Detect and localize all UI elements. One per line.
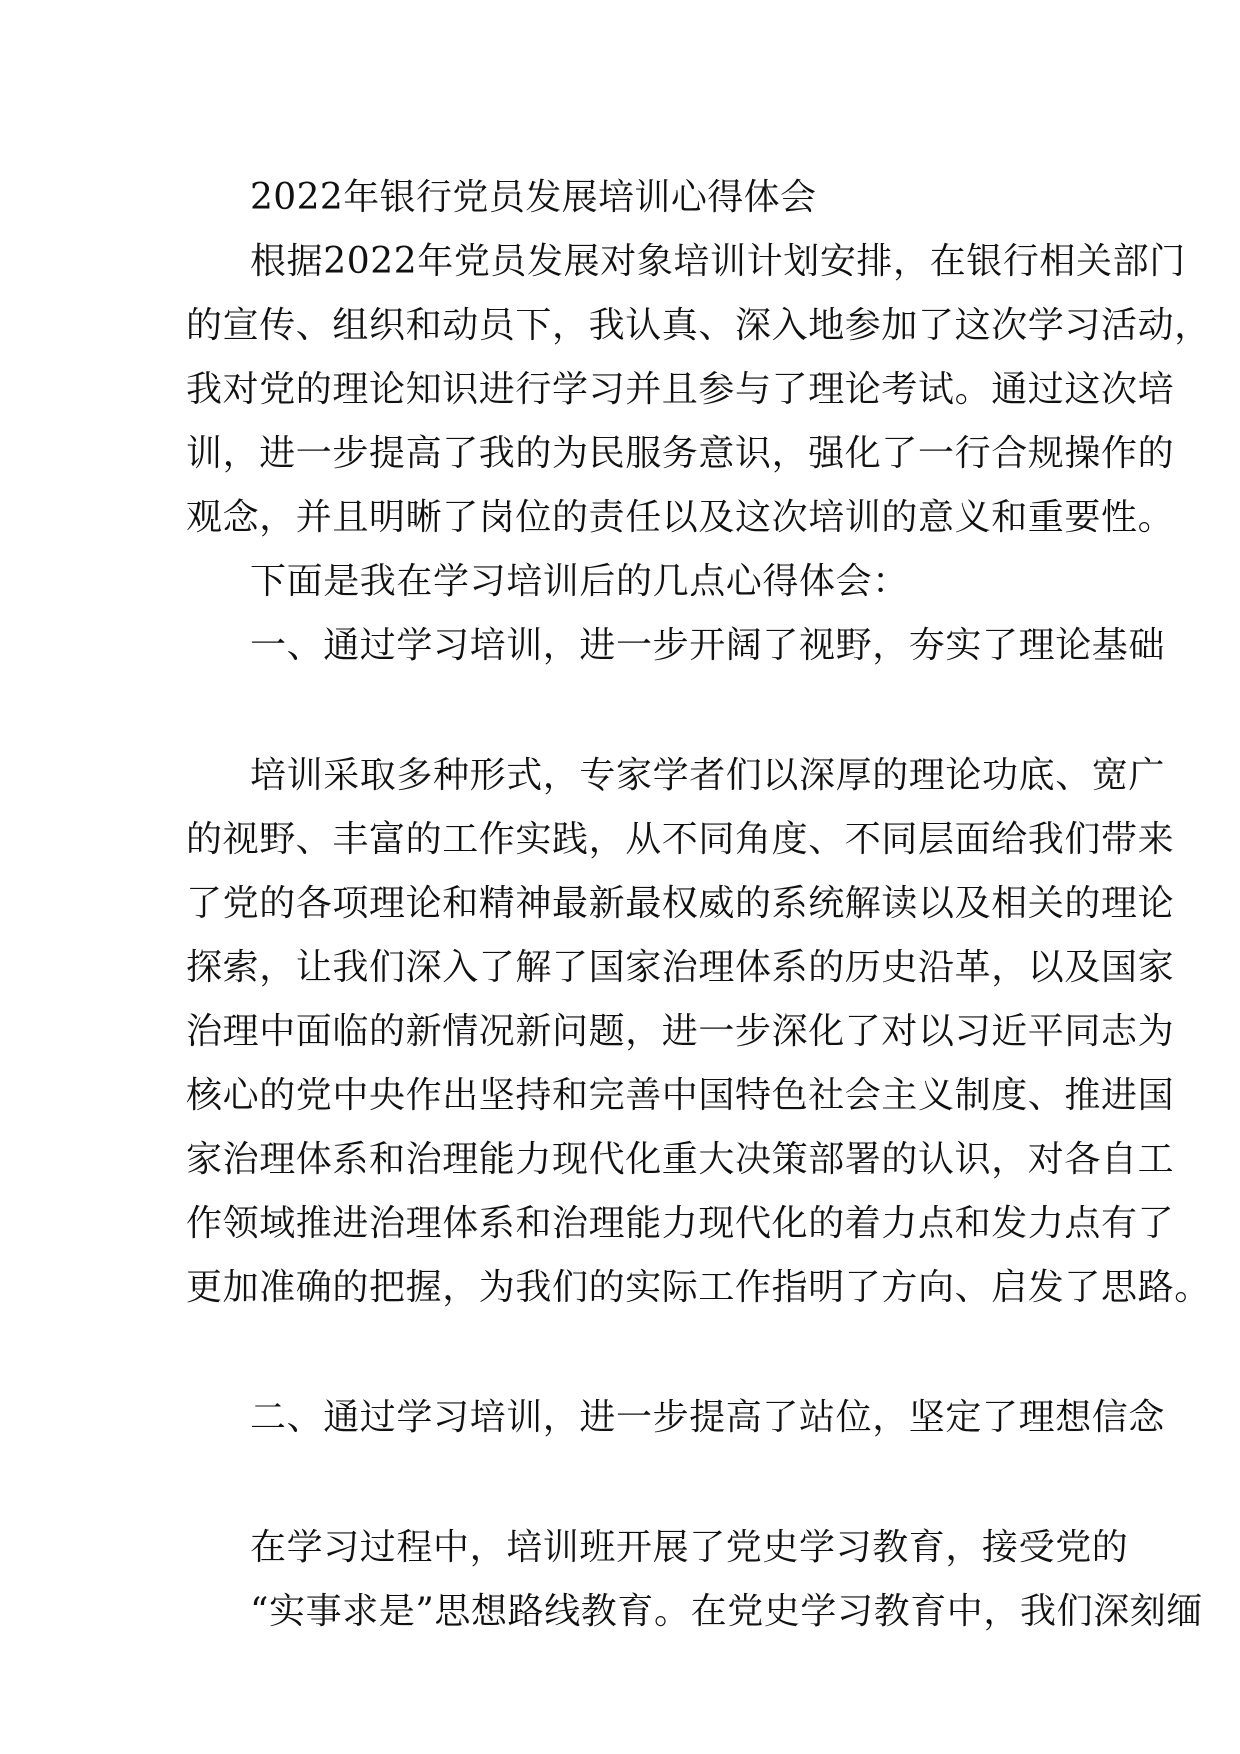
section-spacer bbox=[186, 678, 1062, 744]
paragraph-section-2 bbox=[186, 1516, 1204, 1644]
paragraph-line: 家治理体系和治理能力现代化重大决策部署的认识，对各自工 bbox=[186, 1139, 1175, 1180]
paragraph-line: 的视野、丰富的工作实践，从不同角度、不同层面给我们带来 bbox=[186, 819, 1175, 860]
paragraph-line: “实事求是”思想路线教育。在党史学习教育中，我们深刻缅 bbox=[250, 1591, 1204, 1632]
paragraph-line: 探索，让我们深入了解了国家治理体系的历史沿革，以及国家 bbox=[186, 947, 1175, 988]
paragraph-line: 我对党的理论知识进行学习并且参与了理论考试。通过这次培 bbox=[186, 369, 1175, 410]
paragraph-line: 根据2022年党员发展对象培训计划安排，在银行相关部门 bbox=[250, 241, 1186, 282]
paragraph-lead-in: 下面是我在学习培训后的几点心得体会： bbox=[250, 561, 909, 602]
paragraph-line: 观念，并且明晰了岗位的责任以及这次培训的意义和重要性。 bbox=[186, 497, 1175, 538]
section-heading-1: 一、通过学习培训，进一步开阔了视野，夯实了理论基础 bbox=[250, 625, 1166, 666]
paragraph-line: 核心的党中央作出坚持和完善中国特色社会主义制度、推进国 bbox=[186, 1075, 1175, 1116]
paragraph-line: 作领域推进治理体系和治理能力现代化的着力点和发力点有了 bbox=[186, 1203, 1175, 1244]
section-spacer bbox=[186, 1450, 1062, 1516]
paragraph-section-1 bbox=[186, 744, 1211, 1320]
section-spacer bbox=[186, 1320, 1062, 1386]
paragraph-line: 更加准确的把握，为我们的实际工作指明了方向、启发了思路。 bbox=[186, 1267, 1211, 1308]
paragraph-line: 的宣传、组织和动员下，我认真、深入地参加了这次学习活动， bbox=[186, 305, 1211, 346]
paragraph-line: 在学习过程中，培训班开展了党史学习教育，接受党的 bbox=[250, 1527, 1129, 1568]
paragraph-line: 了党的各项理论和精神最新最权威的系统解读以及相关的理论 bbox=[186, 883, 1175, 924]
paragraph-line: 培训采取多种形式，专家学者们以深厚的理论功底、宽广 bbox=[250, 755, 1166, 796]
document-title: 2022年银行党员发展培训心得体会 bbox=[250, 177, 817, 218]
paragraph-line: 治理中面临的新情况新问题，进一步深化了对以习近平同志为 bbox=[186, 1011, 1175, 1052]
document-body bbox=[186, 166, 1211, 1644]
paragraph-line: 训，进一步提高了我的为民服务意识，强化了一行合规操作的 bbox=[186, 433, 1175, 474]
section-heading-2: 二、通过学习培训，进一步提高了站位，坚定了理想信念 bbox=[250, 1397, 1166, 1438]
paragraph-intro bbox=[186, 230, 1211, 550]
